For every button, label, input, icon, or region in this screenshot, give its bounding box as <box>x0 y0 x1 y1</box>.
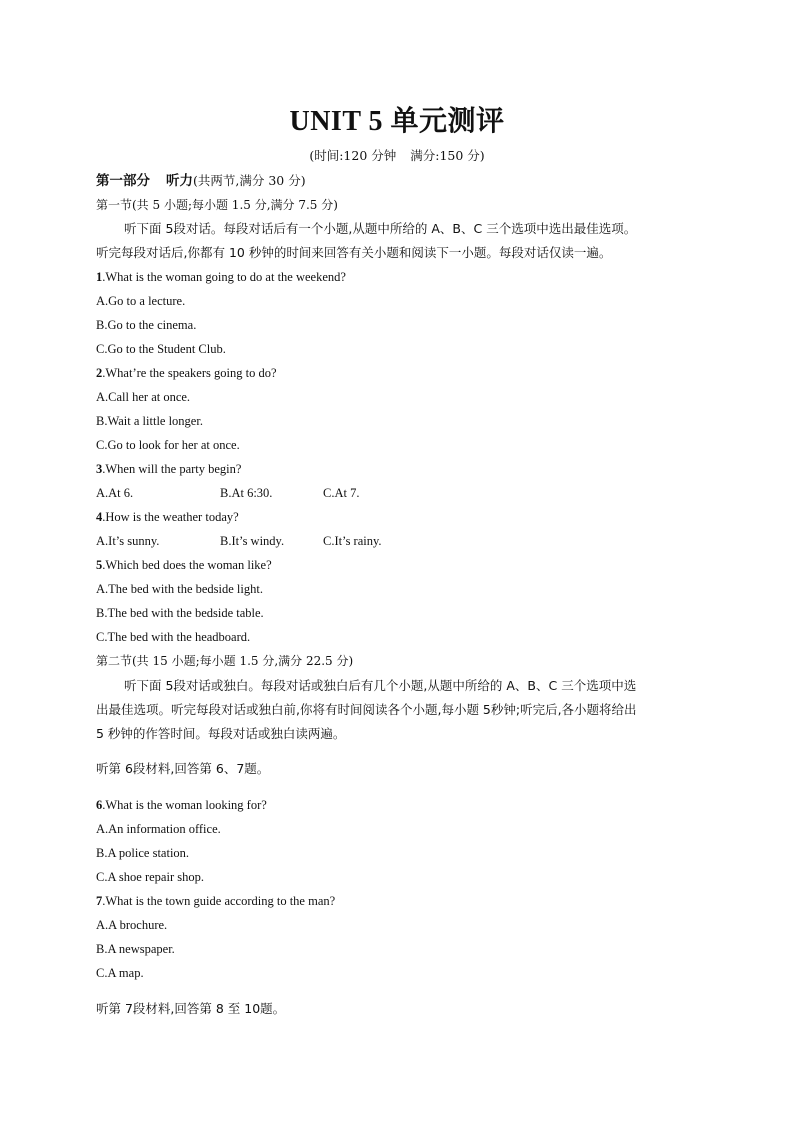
option-c: C.At 7. <box>323 486 360 500</box>
question-number: 2 <box>96 366 103 380</box>
question-2 <box>96 364 277 382</box>
option-a: A.A brochure. <box>96 918 168 932</box>
question-text: .What is the woman looking for? <box>102 798 267 812</box>
question-1 <box>96 268 346 286</box>
page-title: UNIT 5 单元测评 <box>289 106 505 137</box>
option-b: B.A newspaper. <box>96 942 175 956</box>
question-4 <box>96 508 239 526</box>
option-b: B.Wait a little longer. <box>96 414 203 428</box>
option-a: A.The bed with the bedside light. <box>96 582 263 596</box>
part1-label: 听力 <box>166 173 193 189</box>
option-a: A.Call her at once. <box>96 390 191 404</box>
exam-time: (时间:120 分钟 <box>309 148 397 163</box>
question-number: 1 <box>96 270 103 284</box>
option-b: B.A police station. <box>96 846 190 860</box>
exam-time-score <box>0 147 794 165</box>
option-c: C.A shoe repair shop. <box>96 870 204 884</box>
part1-note: (共两节,满分 30 分) <box>193 173 306 188</box>
section1-heading: 第一节(共 5 小题;每小题 1.5 分,满分 7.5 分) <box>96 198 338 212</box>
question-text: .What’re the speakers going to do? <box>102 366 277 380</box>
option-a: A.Go to a lecture. <box>96 294 186 308</box>
section2-instruction-line: 5 秒钟的作答时间。每段对话或独白读两遍。 <box>96 726 346 741</box>
option-c: C.The bed with the headboard. <box>96 630 251 644</box>
option-b: B.Go to the cinema. <box>96 318 197 332</box>
option-b: B.It’s windy. <box>220 534 285 548</box>
option-a: A.It’s sunny. <box>96 534 160 548</box>
material-7-note: 听第 7段材料,回答第 8 至 10题。 <box>96 1001 286 1016</box>
question-number: 7 <box>96 894 103 908</box>
part1-title: 第一部分 <box>96 173 150 189</box>
section1-instruction-line: 听下面 5段对话。每段对话后有一个小题,从题中所给的 A、B、C 三个选项中选出最佳选项。 <box>124 221 637 236</box>
option-c: C.A map. <box>96 966 144 980</box>
option-a: A.At 6. <box>96 486 134 500</box>
question-text: .What is the town guide according to the man? <box>102 894 336 908</box>
question-text: .When will the party begin? <box>102 462 242 476</box>
option-c: C.Go to look for her at once. <box>96 438 240 452</box>
options-row <box>96 484 359 502</box>
question-text: .What is the woman going to do at the weekend? <box>102 270 346 284</box>
question-number: 3 <box>96 462 103 476</box>
question-number: 4 <box>96 510 103 524</box>
section1-instruction-line: 听完每段对话后,你都有 10 秒钟的时间来回答有关小题和阅读下一小题。每段对话仅读一遍。 <box>96 245 612 260</box>
question-text: .How is the weather today? <box>102 510 239 524</box>
question-number: 5 <box>96 558 103 572</box>
section2-instruction-line: 出最佳选项。听完每段对话或独白前,你将有时间阅读各个小题,每小题 5秒钟;听完后,各小题将给出 <box>96 702 637 717</box>
option-a: A.An information office. <box>96 822 221 836</box>
option-b: B.At 6:30. <box>220 486 273 500</box>
option-b: B.The bed with the bedside table. <box>96 606 264 620</box>
question-3 <box>96 460 241 478</box>
option-c: C.Go to the Student Club. <box>96 342 226 356</box>
question-5 <box>96 556 272 574</box>
section2-instruction-line: 听下面 5段对话或独白。每段对话或独白后有几个小题,从题中所给的 A、B、C 三个选项中选 <box>124 678 637 693</box>
option-c: C.It’s rainy. <box>323 534 382 548</box>
question-number: 6 <box>96 798 103 812</box>
material-6-note: 听第 6段材料,回答第 6、7题。 <box>96 761 270 776</box>
exam-score: 满分:150 分) <box>410 148 485 163</box>
question-6 <box>96 796 267 814</box>
part1-heading <box>96 172 306 190</box>
options-row <box>96 532 382 550</box>
question-text: .Which bed does the woman like? <box>102 558 272 572</box>
question-7 <box>96 892 335 910</box>
section2-heading: 第二节(共 15 小题;每小题 1.5 分,满分 22.5 分) <box>96 654 354 668</box>
